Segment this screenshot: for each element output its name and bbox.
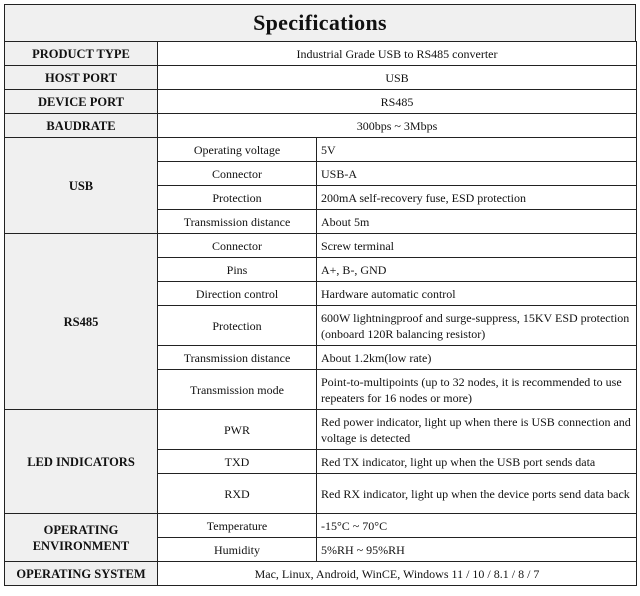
page-title: Specifications [4, 4, 636, 41]
item-name: Humidity [158, 538, 317, 562]
item-value: 200mA self-recovery fuse, ESD protection [317, 186, 637, 210]
row-value: USB [158, 66, 637, 90]
item-value: Red power indicator, light up when there is USB connection and voltage is detected [317, 410, 637, 450]
row-label: DEVICE PORT [5, 90, 158, 114]
group-label: OPERATING ENVIRONMENT [5, 514, 158, 562]
row-label: BAUDRATE [5, 114, 158, 138]
table-row [5, 138, 637, 162]
item-name: TXD [158, 450, 317, 474]
item-name: PWR [158, 410, 317, 450]
item-name: Connector [158, 162, 317, 186]
row-value: Industrial Grade USB to RS485 converter [158, 42, 637, 66]
table-row [5, 90, 637, 114]
item-value: 5V [317, 138, 637, 162]
table-row [5, 66, 637, 90]
group-label: USB [5, 138, 158, 234]
item-name: Connector [158, 234, 317, 258]
item-name: Pins [158, 258, 317, 282]
item-value: USB-A [317, 162, 637, 186]
item-value: -15°C ~ 70°C [317, 514, 637, 538]
row-value: Mac, Linux, Android, WinCE, Windows 11 / 10 / 8.1 / 8 / 7 [158, 562, 637, 586]
row-label: PRODUCT TYPE [5, 42, 158, 66]
item-value: Screw terminal [317, 234, 637, 258]
item-value: Hardware automatic control [317, 282, 637, 306]
item-name: Transmission distance [158, 210, 317, 234]
row-value: RS485 [158, 90, 637, 114]
item-name: RXD [158, 474, 317, 514]
table-row [5, 562, 637, 586]
item-name: Transmission distance [158, 346, 317, 370]
group-label: RS485 [5, 234, 158, 410]
spec-sheet [4, 4, 636, 586]
item-name: Direction control [158, 282, 317, 306]
item-name: Protection [158, 186, 317, 210]
table-row [5, 514, 637, 538]
item-value: Red TX indicator, light up when the USB port sends data [317, 450, 637, 474]
row-value: 300bps ~ 3Mbps [158, 114, 637, 138]
item-value: About 5m [317, 210, 637, 234]
item-value: 600W lightningproof and surge-suppress, 15KV ESD protection (onboard 120R balancing resistor) [317, 306, 637, 346]
table-row [5, 42, 637, 66]
item-value: Point-to-multipoints (up to 32 nodes, it is recommended to use repeaters for 16 nodes or more) [317, 370, 637, 410]
table-row [5, 114, 637, 138]
item-value: About 1.2km(low rate) [317, 346, 637, 370]
spec-table [4, 41, 637, 586]
item-value: 5%RH ~ 95%RH [317, 538, 637, 562]
table-row [5, 234, 637, 258]
item-value: Red RX indicator, light up when the device ports send data back [317, 474, 637, 514]
item-name: Temperature [158, 514, 317, 538]
item-value: A+, B-, GND [317, 258, 637, 282]
row-label: OPERATING SYSTEM [5, 562, 158, 586]
group-label: LED INDICATORS [5, 410, 158, 514]
item-name: Protection [158, 306, 317, 346]
item-name: Operating voltage [158, 138, 317, 162]
item-name: Transmission mode [158, 370, 317, 410]
row-label: HOST PORT [5, 66, 158, 90]
table-row [5, 410, 637, 450]
